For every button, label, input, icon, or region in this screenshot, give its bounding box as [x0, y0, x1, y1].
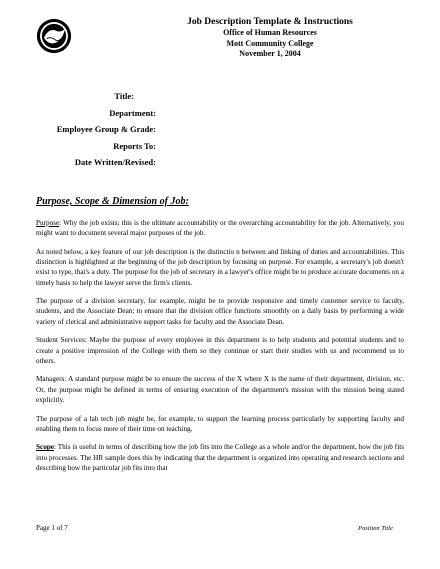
document-header — [120, 16, 420, 60]
scope-label: Scope — [36, 443, 54, 452]
college-name: Mott Community College — [226, 38, 314, 48]
document-body — [36, 218, 404, 482]
college-seal-logo — [36, 18, 72, 54]
department-field-label: Department: — [109, 107, 156, 118]
paragraph: The purpose of a lab tech job might be, for example, to support the learning process particularly by supporting faculty and enabling them to focus more of their time on teaching. — [36, 414, 404, 433]
paragraph: Student Services: Maybe the purpose of every employee in this department is to help students and potential students and to create a positive impression of the College with them so they continue or start their studies with us and recommend us to others. — [36, 336, 404, 365]
group-grade-field-label: Employee Group & Grade: — [56, 124, 156, 134]
paragraph: As noted below, a key feature of our job description is the distinctio n between and linking of duties and accountabilities. This distinction is highlighted at the beginning of the job description by focusing on purpose. For example, a secretary's job doesn't exist to type, that's a duty. The purpose for the job of secretary in a lawyer's office might be to produce accurate documents on a timely basis to help the lawyer serve the firm's clients. — [36, 247, 404, 287]
title-field-label: Title: — [114, 91, 134, 101]
date-written-field-label: Date Written/Revised: — [74, 157, 156, 167]
document-date: November 1, 2004 — [239, 49, 301, 58]
purpose-text: : Why the job exists; this is the ultimate accountability or the overarching accountability for the job. Alternatively, you might want to document several major purposes of the job. — [36, 219, 404, 238]
footer-position-title: Position Title — [358, 525, 393, 532]
section-heading: Purpose, Scope & Dimension of Job: — [36, 196, 189, 207]
paragraph: The purpose of a division secretary, for example, might be to provide responsive and timely customer service to faculty, students, and the Associate Dean; to ensure that the division office functions smoothly on a daily basis by performing a wide variety of clerical and administrative support tasks for faculty and the Associate Dean. — [36, 297, 404, 326]
page-number: Page 1 of 7 — [36, 524, 68, 532]
job-fields — [36, 88, 156, 171]
scope-text: : This is useful in terms of describing how the job fits into the College as a whole and/or the department, how the job fits into processes. The HR sample does this by indicating that the department is organized into operating and research sections and describing how the particular job fits into that — [36, 443, 404, 472]
scope-paragraph — [36, 442, 404, 473]
purpose-paragraph — [36, 218, 404, 238]
paragraph: Managers: A standard purpose might be to ensure the success of the X where X is the name of their department, division, etc. Or, the purpose might be defined in terms of ensuring execution of the department's mission with the mission being stated explicitly. — [36, 375, 404, 404]
reports-to-field-label: Reports To: — [113, 140, 156, 151]
purpose-label: Purpose — [36, 219, 60, 227]
document-title: Job Description Template & Instructions — [187, 17, 353, 27]
office-name: Office of Human Resources — [223, 28, 317, 37]
